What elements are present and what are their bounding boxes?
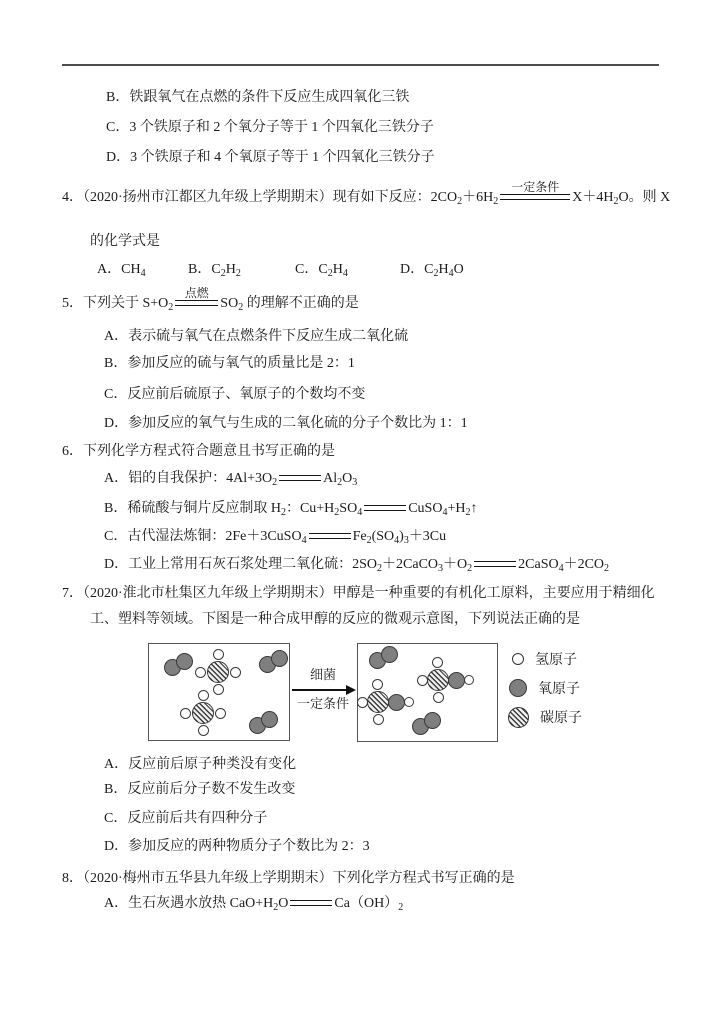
hydrogen-atom: [433, 692, 444, 703]
subscript: 2: [604, 563, 610, 574]
molecule-O2: [369, 646, 398, 669]
subscript: 2: [337, 477, 343, 488]
q4-option-c: C．$C_2H_4$: [295, 262, 348, 279]
subscript: 3: [403, 535, 409, 546]
q7-stem-line2: 工、塑料等领域。下图是一种合成甲醇的反应的微观示意图，下列说法正确的是: [90, 612, 580, 627]
hydrogen-atom: [373, 714, 384, 725]
reaction-condition: 一定条件: [511, 179, 560, 194]
subscript: 2: [377, 563, 383, 574]
subscript: 2: [272, 477, 278, 488]
q3-option-d: D．3 个铁原子和 4 个氧原子等于 1 个四氧化三铁分子: [106, 150, 435, 165]
reaction-equals-sign: [364, 505, 406, 511]
oxygen-atom-icon: [509, 679, 527, 697]
subscript: 4: [357, 507, 363, 518]
diagram-legend: [508, 644, 646, 735]
hydrogen-atom: [215, 708, 226, 719]
oxygen-atom: [261, 711, 278, 728]
product-box: [357, 643, 498, 742]
subscript: 2: [327, 268, 333, 279]
subscript: 4: [342, 268, 348, 279]
hydrogen-atom: [198, 725, 209, 736]
hydrogen-atom: [432, 657, 443, 668]
subscript: 4: [558, 563, 564, 574]
subscript: 3: [438, 563, 444, 574]
carbon-atom: [367, 691, 389, 713]
q7-option-c: C．反应前后共有四种分子: [104, 811, 268, 826]
carbon-atom: [427, 669, 449, 691]
hydrogen-atom: [195, 667, 206, 678]
q5-stem: 5．下列关于 $S+O_2$ 点燃 $SO_2$ 的理解不正确的是: [62, 285, 359, 313]
hydrogen-atom: [230, 667, 241, 678]
molecule-O2: [412, 712, 441, 735]
reaction-equals-sign: [474, 561, 516, 567]
subscript: 2: [493, 196, 499, 207]
oxygen-atom: [424, 712, 441, 729]
subscript: 4: [394, 535, 400, 546]
subscript: 2: [238, 302, 244, 313]
q4-option-a: A．$CH_4$: [97, 262, 146, 279]
q5-option-a: A．表示硫与氧气在点燃条件下反应生成二氧化硫: [104, 329, 409, 344]
subscript: 2: [273, 902, 279, 913]
q6-stem: 6．下列化学方程式符合题意且书写正确的是: [62, 444, 335, 459]
molecule-O2: [259, 650, 288, 673]
reaction-equals-sign: [309, 533, 351, 539]
subscript: 2: [235, 268, 241, 279]
subscript: 2: [613, 196, 619, 207]
legend-label: 碳原子: [540, 711, 582, 726]
subscript: 2: [334, 507, 340, 518]
reaction-arrow: [292, 689, 348, 691]
reaction-equals-sign: [290, 900, 332, 906]
carbon-atom: [192, 702, 214, 724]
q4-options-row: [62, 259, 682, 281]
subscript: 2: [220, 268, 226, 279]
subscript: 2: [168, 302, 174, 313]
molecule-CH3OH: [417, 657, 475, 703]
subscript: 2: [433, 268, 439, 279]
q5-option-b: B．参加反应的硫与氧气的质量比是 2：1: [104, 356, 355, 371]
reaction-equals-sign: [175, 285, 218, 306]
carbon-atom-icon: [508, 707, 529, 728]
subscript: 4: [448, 268, 454, 279]
q4-option-d: D．$C_2H_4O$: [400, 262, 464, 279]
q7-stem: 7．（2020·淮北市杜集区九年级上学期期末）甲醇是一种重要的有机化工原料，主要应用于精细化: [62, 586, 655, 601]
molecule-CH3OH: [357, 679, 415, 725]
legend-item: [508, 706, 646, 728]
subscript: 3: [352, 477, 358, 488]
reactant-box: [148, 643, 290, 741]
q5-option-c: C．反应前后硫原子、氧原子的个数均不变: [104, 387, 366, 402]
subscript: 2: [398, 902, 404, 913]
reaction-condition: 点燃: [184, 285, 209, 300]
legend-label: 氧原子: [538, 682, 580, 697]
q7-micro-diagram: [148, 640, 648, 748]
subscript: 4: [442, 507, 448, 518]
subscript: 2: [457, 196, 463, 207]
hydrogen-atom: [198, 690, 209, 701]
hydrogen-atom: [372, 679, 383, 690]
oxygen-atom: [381, 646, 398, 663]
oxygen-atom: [271, 650, 288, 667]
q7-option-d: D．参加反应的两种物质分子个数比为 2：3: [104, 839, 370, 854]
q6-option-a: A．铝的自我保护：$4Al+3O_2$ $Al_2O_3$: [104, 471, 358, 488]
molecule-CH4: [195, 649, 241, 695]
subscript: 2: [467, 563, 473, 574]
oxygen-atom: [176, 653, 193, 670]
arrow-condition-bottom: 一定条件: [296, 696, 349, 711]
q8-option-a: A．生石灰遇水放热 $CaO+H_2O$ $Ca(OH)_2$: [104, 896, 404, 913]
molecule-CH4: [180, 690, 226, 736]
reaction-equals-sign: [500, 179, 570, 200]
carbon-atom: [207, 661, 229, 683]
reaction-equals-sign: [279, 475, 321, 481]
legend-item: [508, 677, 646, 699]
oxygen-atom: [448, 672, 465, 689]
subscript: 2: [465, 507, 471, 518]
subscript: 2: [366, 535, 372, 546]
molecule-O2: [164, 653, 193, 676]
q3-option-c: C．3 个铁原子和 2 个氧分子等于 1 个四氧化三铁分子: [106, 120, 434, 135]
q4-stem: 4．（2020·扬州市江都区九年级上学期期末）现有如下反应：$2CO_2+6H_2$ 一定条件 $X+4H_2O$。则 X: [62, 179, 671, 207]
q8-stem: 8．（2020·梅州市五华县九年级上学期期末）下列化学方程式书写正确的是: [62, 871, 515, 886]
subscript: 2: [280, 507, 286, 518]
reaction-arrow-head-icon: [346, 685, 356, 695]
hydrogen-atom: [180, 708, 191, 719]
q6-option-c: C．古代湿法炼铜：2Fe＋3CuSO$_4$ $Fe_2(SO_4)_3+3Cu$: [104, 529, 447, 546]
top-rule: [62, 64, 659, 66]
hydrogen-atom: [464, 675, 474, 685]
molecule-O2: [249, 711, 278, 734]
legend-label: 氢原子: [535, 653, 577, 668]
q7-option-b: B．反应前后分子数不发生改变: [104, 782, 296, 797]
q3-option-b: B．铁跟氧气在点燃的条件下反应生成四氧化三铁: [106, 90, 410, 105]
q6-option-d: D．工业上常用石灰石浆处理二氧化硫：$2SO_2+2CaCO_3+O_2$ $2CaSO_4+2CO_2$: [104, 557, 610, 574]
subscript: 4: [301, 535, 307, 546]
legend-item: [508, 648, 646, 670]
q5-option-d: D．参加反应的氧气与生成的二氧化硫的分子个数比为 1：1: [104, 416, 468, 431]
arrow-condition-top: 细菌: [309, 667, 336, 682]
hydrogen-atom: [404, 697, 414, 707]
hydrogen-atom-icon: [512, 653, 524, 665]
q7-option-a: A．反应前后原子种类没有变化: [104, 757, 297, 772]
q4-stem-line2: 的化学式是: [90, 234, 160, 249]
subscript: 4: [140, 268, 146, 279]
oxygen-atom: [388, 694, 405, 711]
hydrogen-atom: [213, 649, 224, 660]
q6-option-b: B．稀硫酸与铜片反应制取 $H_2$：$Cu+H_2SO_4$ $CuSO_4+H_2↑$: [104, 501, 478, 518]
q4-option-b: B．$C_2H_2$: [188, 262, 241, 279]
